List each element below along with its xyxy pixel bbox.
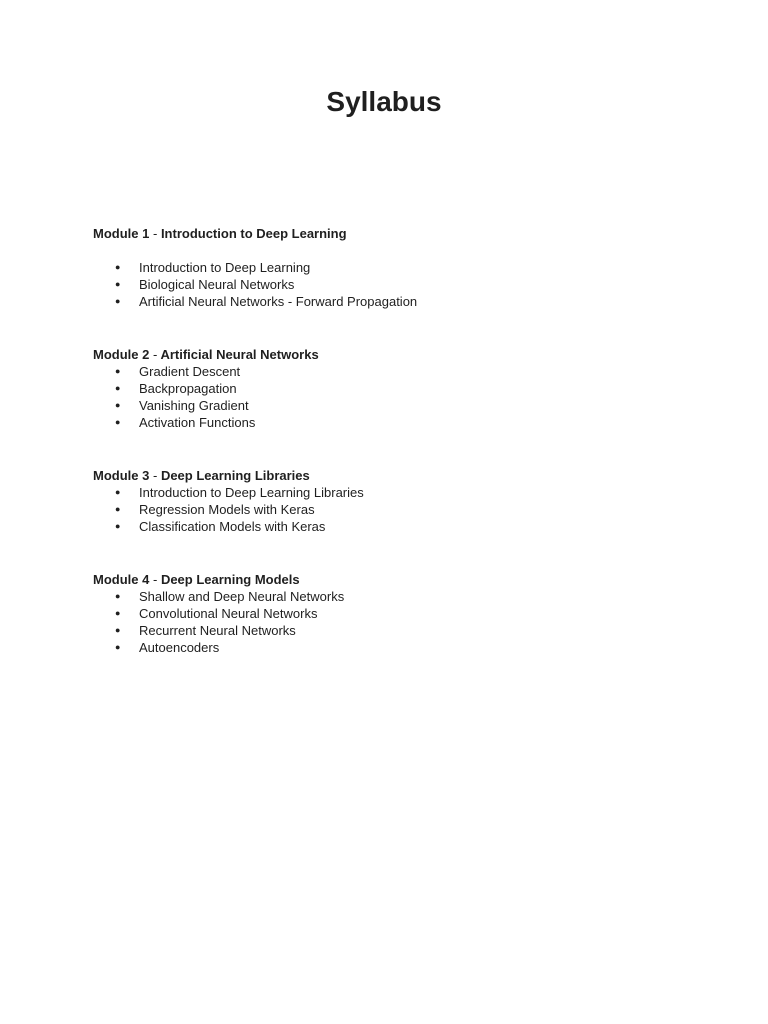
module-number: Module 2 xyxy=(93,347,150,362)
module-number: Module 4 xyxy=(93,572,150,587)
module-section-3 xyxy=(93,467,693,535)
module-heading xyxy=(93,571,693,588)
module-heading xyxy=(93,346,693,363)
topic-item: ● Vanishing Gradient xyxy=(93,397,693,414)
module-name: Artificial Neural Networks xyxy=(160,347,319,362)
page-title: Syllabus xyxy=(326,86,442,117)
topic-list xyxy=(93,363,693,431)
module-separator: - xyxy=(152,347,158,362)
topic-list xyxy=(93,484,693,535)
topic-item: ● Autoencoders xyxy=(93,639,693,656)
module-section-2 xyxy=(93,346,693,431)
topic-item: ● Backpropagation xyxy=(93,380,693,397)
module-separator: - xyxy=(152,468,158,483)
topic-list xyxy=(93,259,693,310)
topic-item: ● Shallow and Deep Neural Networks xyxy=(93,588,693,605)
module-section-4 xyxy=(93,571,693,656)
module-separator: - xyxy=(152,572,158,587)
topic-list xyxy=(93,588,693,656)
topic-item: ● Biological Neural Networks xyxy=(93,276,693,293)
module-separator: - xyxy=(152,226,158,241)
topic-item: ● Introduction to Deep Learning xyxy=(93,259,693,276)
topic-item: ● Introduction to Deep Learning Libraries xyxy=(93,484,693,501)
topic-item: ● Artificial Neural Networks - Forward Propagation xyxy=(93,293,693,310)
module-name: Deep Learning Libraries xyxy=(160,468,310,483)
module-number: Module 3 xyxy=(93,468,150,483)
topic-item: ● Regression Models with Keras xyxy=(93,501,693,518)
module-name: Introduction to Deep Learning xyxy=(160,226,347,241)
topic-item: ● Classification Models with Keras xyxy=(93,518,693,535)
topic-item: ● Convolutional Neural Networks xyxy=(93,605,693,622)
module-heading xyxy=(93,467,693,484)
module-number: Module 1 xyxy=(93,226,150,241)
topic-item: ● Activation Functions xyxy=(93,414,693,431)
topic-item: ● Gradient Descent xyxy=(93,363,693,380)
module-section-1 xyxy=(93,225,693,310)
module-heading xyxy=(93,225,693,242)
topic-item: ● Recurrent Neural Networks xyxy=(93,622,693,639)
module-name: Deep Learning Models xyxy=(160,572,300,587)
